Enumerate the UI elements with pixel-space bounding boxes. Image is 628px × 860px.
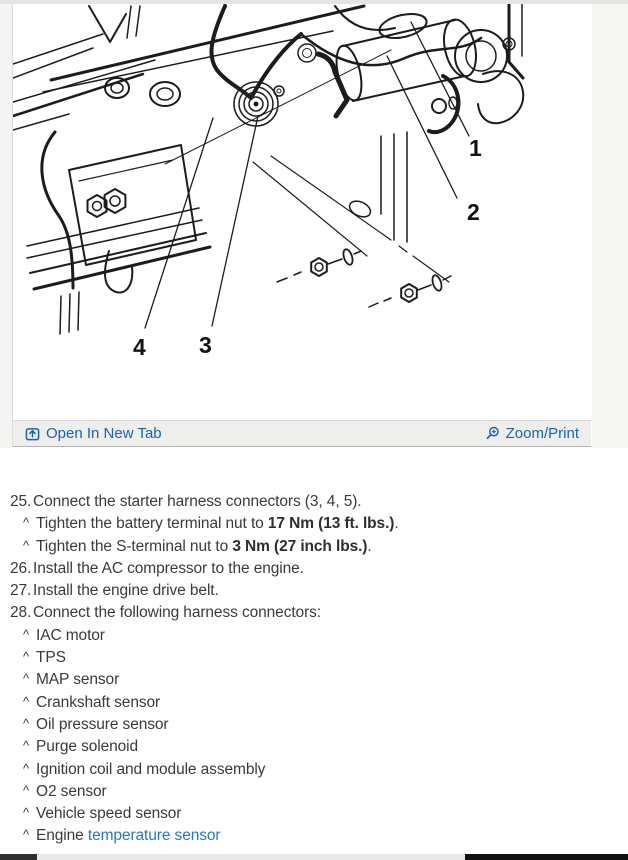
caret-bullet: ^ xyxy=(23,827,30,843)
sub-item-text: TPS xyxy=(36,649,66,667)
page-right-margin xyxy=(592,4,628,448)
instruction-list xyxy=(10,491,610,848)
page-left-margin xyxy=(0,4,12,448)
sub-item-text: Purge solenoid xyxy=(36,738,139,756)
sub-item-text: Engine temperature sensor xyxy=(36,827,221,845)
step-number: 26. xyxy=(10,559,32,577)
sub-item xyxy=(10,759,610,781)
step-number: 27. xyxy=(10,582,32,600)
caret-bullet: ^ xyxy=(23,537,30,553)
sub-item xyxy=(10,736,610,758)
sub-item xyxy=(10,803,610,825)
instruction-step xyxy=(10,558,610,580)
figure-panel xyxy=(12,4,591,447)
step-text: Install the AC compressor to the engine. xyxy=(33,559,304,577)
caret-bullet: ^ xyxy=(23,738,30,754)
caret-bullet: ^ xyxy=(23,515,30,531)
sub-item xyxy=(10,625,610,647)
figure-toolbar xyxy=(13,420,591,447)
sub-item xyxy=(10,825,610,847)
step-number: 25. xyxy=(10,493,32,510)
open-in-new-tab-link[interactable] xyxy=(25,425,162,442)
sub-item-text: Vehicle speed sensor xyxy=(36,805,182,823)
diagram-drawing xyxy=(13,4,591,420)
sub-item xyxy=(10,513,610,535)
caret-bullet: ^ xyxy=(23,693,30,709)
sub-item xyxy=(10,714,610,736)
sub-item-text: Tighten the battery terminal nut to 17 Nm (13 ft. lbs.). xyxy=(36,515,399,533)
callout-4: 4 xyxy=(133,334,146,360)
horizontal-scrollbar[interactable] xyxy=(0,854,628,860)
sub-item-text: MAP sensor xyxy=(36,671,120,689)
sub-item-text: IAC motor xyxy=(36,626,105,644)
caret-bullet: ^ xyxy=(23,805,30,821)
callout-2: 2 xyxy=(467,199,480,225)
caret-bullet: ^ xyxy=(23,649,30,665)
callout-3: 3 xyxy=(199,332,212,358)
caret-bullet: ^ xyxy=(23,760,30,776)
caret-bullet: ^ xyxy=(23,782,30,798)
sub-item-text: O2 sensor xyxy=(36,782,107,800)
sub-item xyxy=(10,669,610,691)
step-text: Connect the starter harness connectors (3, 4, 5). xyxy=(33,493,362,510)
engine-starter-diagram xyxy=(13,4,591,420)
zoom-print-label: Zoom/Print xyxy=(505,425,579,442)
sub-item xyxy=(10,692,610,714)
sub-item-text: Ignition coil and module assembly xyxy=(36,760,266,778)
instruction-step xyxy=(10,491,610,513)
instruction-step xyxy=(10,580,610,602)
caret-bullet: ^ xyxy=(23,626,30,642)
sub-item-text: Tighten the S-terminal nut to 3 Nm (27 inch lbs.). xyxy=(36,537,372,555)
instruction-step xyxy=(10,602,610,624)
scrollbar-thumb[interactable] xyxy=(465,854,628,860)
magnifier-plus-icon xyxy=(485,426,500,441)
scrollbar-corner xyxy=(0,854,37,860)
sub-item-text: Crankshaft sensor xyxy=(36,693,161,711)
sub-item xyxy=(10,536,610,558)
step-text: Install the engine drive belt. xyxy=(33,582,219,600)
sub-item-text: Oil pressure sensor xyxy=(36,715,169,733)
callout-1: 1 xyxy=(469,135,482,161)
open-in-new-tab-icon xyxy=(25,426,40,441)
open-in-new-tab-label: Open In New Tab xyxy=(46,425,162,442)
step-number: 28. xyxy=(10,604,32,622)
step-text: Connect the following harness connectors: xyxy=(33,604,321,622)
caret-bullet: ^ xyxy=(23,715,30,731)
sub-item xyxy=(10,647,610,669)
sub-item xyxy=(10,781,610,803)
caret-bullet: ^ xyxy=(23,671,30,687)
zoom-print-link[interactable] xyxy=(485,425,579,442)
temperature-sensor-link[interactable]: temperature sensor xyxy=(87,827,221,845)
